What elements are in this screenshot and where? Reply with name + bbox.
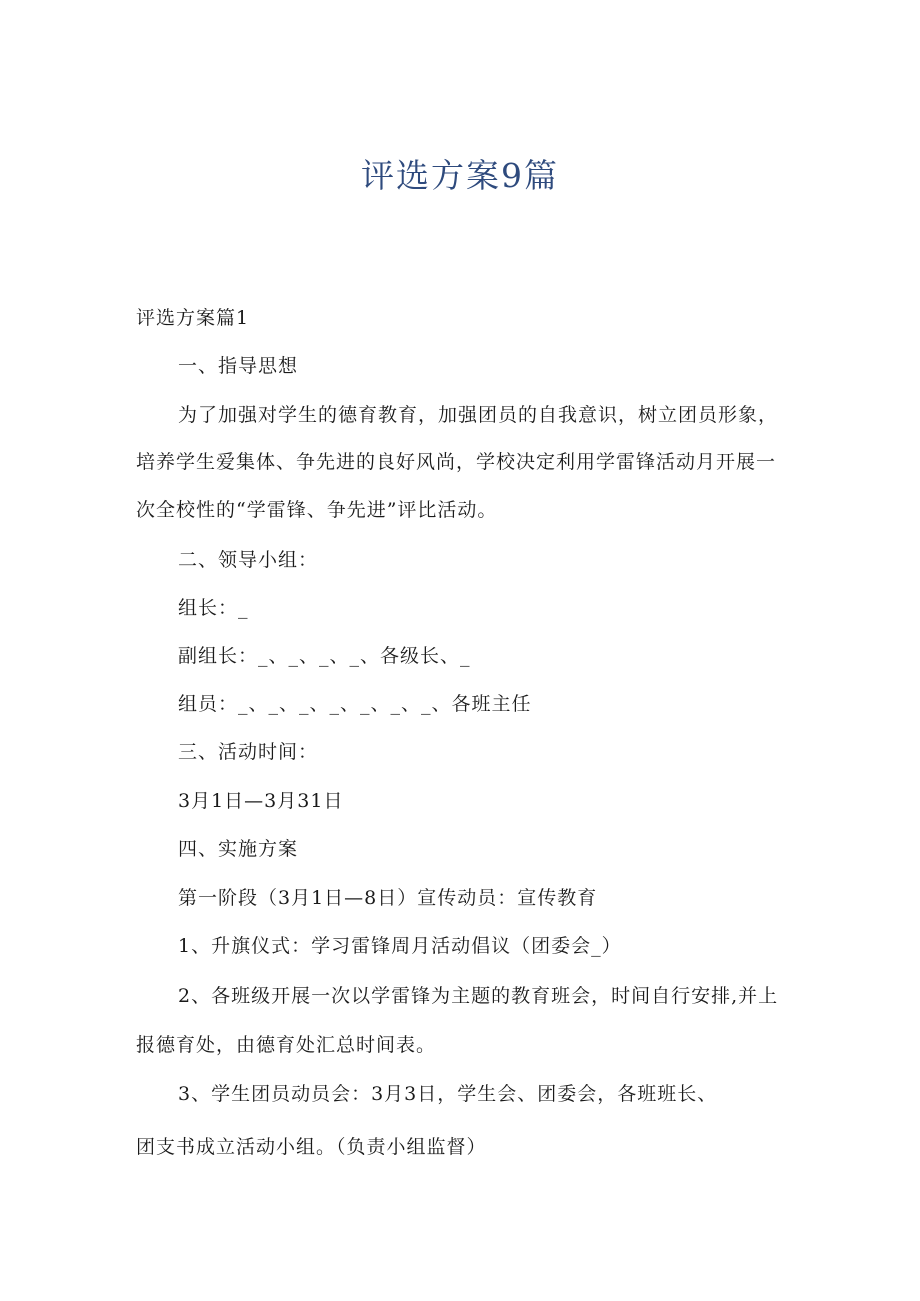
list-item: 3、学生团员动员会：3月3日，学生会、团委会，各班班长、 (178, 1083, 718, 1105)
heading-guiding-ideology: 一、指导思想 (178, 355, 299, 377)
list-item-continuation: 报德育处，由德育处汇总时间表。 (136, 1034, 437, 1056)
list-item-continuation: 团支书成立活动小组。（负责小组监督） (136, 1136, 487, 1158)
paragraph-line: 次全校性的“学雷锋、争先进”评比活动。 (136, 499, 498, 521)
group-leader-line: 组长：_ (178, 597, 249, 619)
deputy-leader-line: 副组长：_、_、_、_、各级长、_ (178, 645, 471, 667)
heading-activity-time: 三、活动时间： (178, 741, 319, 763)
section-heading: 评选方案篇1 (136, 307, 250, 329)
phase-one-line: 第一阶段（3月1日—8日）宣传动员：宣传教育 (178, 887, 598, 909)
activity-dates: 3月1日—3月31日 (178, 790, 344, 812)
paragraph-line: 培养学生爱集体、争先进的良好风尚，学校决定利用学雷锋活动月开展一 (136, 451, 777, 473)
group-members-line: 组员：_、_、_、_、_、_、_、各班主任 (178, 693, 532, 715)
list-item: 1、升旗仪式：学习雷锋周月活动倡议（团委会_） (178, 935, 622, 957)
heading-leadership-group: 二、领导小组： (178, 549, 319, 571)
paragraph-line: 为了加强对学生的德育教育，加强团员的自我意识，树立团员形象， (178, 404, 779, 426)
document-title: 评选方案9篇 (361, 156, 559, 195)
list-item: 2、各班级开展一次以学雷锋为主题的教育班会，时间自行安排,并上 (178, 985, 779, 1007)
heading-implementation-plan: 四、实施方案 (178, 838, 299, 860)
